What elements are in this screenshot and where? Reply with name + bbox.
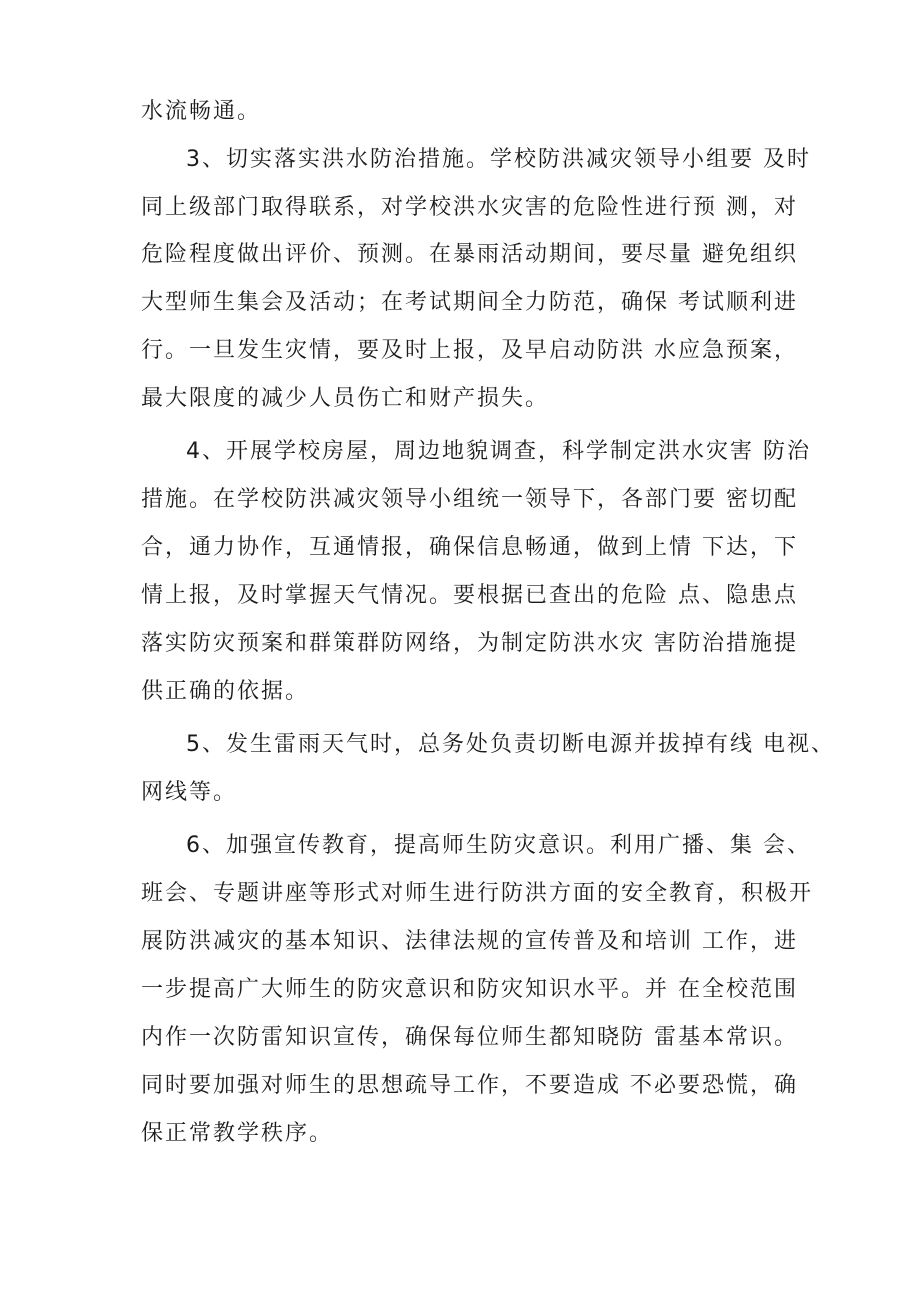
- text-line: 情上报，及时掌握天气情况。要根据已查出的危险 点、隐患点: [141, 583, 798, 608]
- text-line: 危险程度做出评价、预测。在暴雨活动期间，要尽量 避免组织: [141, 242, 798, 267]
- text-line: 4、开展学校房屋，周边地貌调查，科学制定洪水灾害 防治: [186, 439, 811, 464]
- text-line: 班会、专题讲座等形式对师生进行防洪方面的安全教育，积极开: [141, 881, 814, 906]
- text-line: 措施。在学校防洪减灾领导小组统一领导下，各部门要 密切配: [141, 487, 798, 512]
- text-line: 同时要加强对师生的思想疏导工作，不要造成 不必要恐慌，确: [141, 1073, 798, 1098]
- text-line: 同上级部门取得联系，对学校洪水灾害的危险性进行预 测，对: [141, 195, 798, 220]
- text-line: 大型师生集会及活动；在考试期间全力防范，确保 考试顺利进: [141, 290, 798, 315]
- text-line: 内作一次防雷知识宣传，确保每位师生都知晓防 雷基本常识。: [141, 1025, 798, 1050]
- text-line: 供正确的依据。: [141, 679, 310, 704]
- text-line: 保正常教学秩序。: [141, 1121, 334, 1146]
- text-line: 5、发生雷雨天气时，总务处负责切断电源并拔掉有线 电视、: [186, 732, 835, 757]
- text-line: 合，通力协作，互通情报，确保信息畅通，做到上情 下达，下: [141, 535, 798, 560]
- text-line: 落实防灾预案和群策群防网络，为制定防洪水灾 害防治措施提: [141, 631, 798, 656]
- text-line: 一步提高广大师生的防灾意识和防灾知识水平。并 在全校范围: [141, 977, 798, 1002]
- text-line: 网线等。: [141, 780, 238, 805]
- text-line: 6、加强宣传教育，提高师生防灾意识。利用广播、集 会、: [186, 833, 811, 858]
- text-line: 水流畅通。: [141, 99, 262, 124]
- text-line: 行。一旦发生灾情，要及时上报，及早启动防洪 水应急预案，: [141, 338, 798, 363]
- text-line: 最大限度的减少人员伤亡和财产损失。: [141, 386, 550, 411]
- text-line: 3、切实落实洪水防治措施。学校防洪减灾领导小组要 及时: [186, 147, 811, 172]
- text-line: 展防洪减灾的基本知识、法律法规的宣传普及和培训 工作，进: [141, 929, 798, 954]
